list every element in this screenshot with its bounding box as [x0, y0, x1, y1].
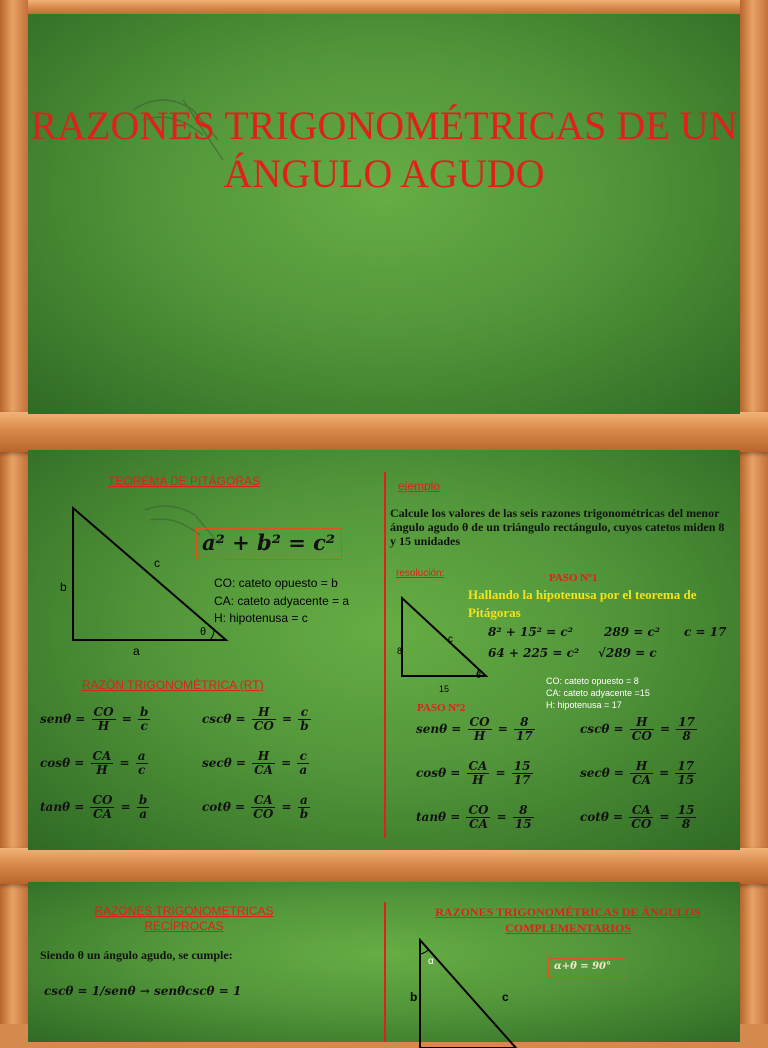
ex-tri-label-8: 8 — [397, 646, 403, 656]
eq-sum-squares: 8² + 15² = c² — [488, 625, 573, 639]
reciprocas-heading: RAZONES TRIGONOMETRICAS RECÍPROCAS — [94, 904, 274, 933]
ratio-fn: senθ — [40, 712, 72, 726]
ratio-cot: cotθ = $\frac{CA}{CO}$ = $\frac{15}{8}$ — [580, 803, 695, 831]
eq-sqrt: √289 = c — [598, 646, 657, 660]
ratio-cot: cotθ = $\frac{CA}{CO}$ = $\frac{a}{b}$ — [202, 793, 309, 821]
reciprocas-formula: cscθ = 1/senθ → senθcscθ = 1 — [44, 984, 242, 998]
example-heading: ejemplo — [398, 479, 441, 493]
ratio-fn: senθ — [416, 722, 448, 736]
ratio-cos: cosθ = $\frac{CA}{H}$ = $\frac{15}{17}$ — [416, 759, 531, 787]
complementarios-heading: RAZONES TRIGONOMÉTRICAS DE ÁNGULOS COMPLEMENTARIOS — [435, 905, 701, 935]
tri-label-c: c — [154, 556, 160, 570]
ratio-sen: senθ = $\frac{CO}{H}$ = $\frac{b}{c}$ — [40, 705, 149, 733]
ratio-cos: cosθ = $\frac{CA}{H}$ = $\frac{a}{c}$ — [40, 749, 146, 777]
example-problem: Calcule los valores de las seis razones trigonométricas del menor ángulo agudo θ de un triángulo rectángulo, cuyos catetos miden 8 y 15 unidades — [390, 506, 725, 548]
frame-divider-1 — [0, 412, 768, 452]
ratio-sec: secθ = $\frac{H}{CA}$ = $\frac{17}{15}$ — [580, 759, 695, 787]
ratio-fn: cotθ — [202, 800, 231, 814]
complementary-identity: α+θ = 90° — [554, 961, 612, 972]
ex-tri-label-c: c — [448, 634, 453, 645]
ratio-fn: cotθ — [580, 810, 609, 824]
complementary-triangle-diagram — [416, 938, 526, 1048]
ratio-tan: tanθ = $\frac{CO}{CA}$ = $\frac{b}{a}$ — [40, 793, 148, 821]
ex-def-ca: CA: cateto adyacente =15 — [546, 688, 650, 698]
paso1-label: PASO Nº1 — [549, 572, 598, 584]
ratio-fn: tanθ — [40, 800, 71, 814]
comp-tri-label-b: b — [410, 990, 418, 1004]
ratio-fn: cscθ — [580, 722, 610, 736]
tri-label-theta: θ — [200, 626, 207, 638]
ratio-fn: cosθ — [40, 756, 71, 770]
ex-def-h: H: hipotenusa = 17 — [546, 700, 622, 710]
frame-divider-2 — [0, 848, 768, 884]
comp-tri-label-c: c — [502, 990, 509, 1004]
resolucion-label: resolución: — [396, 568, 445, 579]
comp-tri-label-alpha: α — [428, 956, 434, 967]
paso1-text: Hallando la hipotenusa por el teorema de Pitágoras — [468, 587, 697, 620]
def-ca: CA: cateto adyacente = a — [214, 594, 350, 608]
ratio-fn: tanθ — [416, 810, 447, 824]
ratio-csc: cscθ = $\frac{H}{CO}$ = $\frac{c}{b}$ — [202, 705, 309, 733]
slide-reciprocal-board — [28, 882, 740, 1042]
reciprocas-text: Siendo θ un ángulo agudo, se cumple: — [40, 948, 233, 962]
ratio-sec: secθ = $\frac{H}{CA}$ = $\frac{c}{a}$ — [202, 749, 308, 777]
pythagoras-heading: TEOREMA DE PITÁGORAS — [108, 474, 261, 488]
page-title: RAZONES TRIGONOMÉTRICAS DE UN ÁNGULO AGUDO — [30, 103, 738, 196]
def-co: CO: cateto opuesto = b — [214, 576, 338, 590]
ex-tri-label-theta: θ — [476, 670, 482, 680]
ex-tri-label-15: 15 — [439, 684, 450, 694]
column-divider — [384, 472, 386, 838]
ratio-fn: secθ — [580, 766, 610, 780]
ratio-tan: tanθ = $\frac{CO}{CA}$ = $\frac{8}{15}$ — [416, 803, 532, 831]
eq-c17: c = 17 — [684, 625, 727, 639]
eq-289: 289 = c² — [604, 625, 661, 639]
ratio-fn: cscθ — [202, 712, 232, 726]
pythagoras-formula: a² + b² = c² — [202, 530, 336, 555]
ratio-fn: secθ — [202, 756, 232, 770]
rt-heading: RAZÓN TRIGONOMÉTRICA (RT) — [82, 678, 264, 692]
tri-label-a: a — [133, 644, 140, 658]
slide-pythagoras-board — [28, 450, 740, 850]
paso2-label: PASO Nº2 — [417, 702, 466, 714]
column-divider — [384, 902, 386, 1042]
slide-title-board — [28, 14, 740, 414]
ratio-csc: cscθ = $\frac{H}{CO}$ = $\frac{17}{8}$ — [580, 715, 695, 743]
ratio-sen: senθ = $\frac{CO}{H}$ = $\frac{8}{17}$ — [416, 715, 533, 743]
tri-label-b: b — [60, 580, 67, 594]
ex-def-co: CO: cateto opuesto = 8 — [546, 676, 639, 686]
def-h: H: hipotenusa = c — [214, 611, 308, 625]
eq-64-225: 64 + 225 = c² — [488, 646, 580, 660]
ratio-fn: cosθ — [416, 766, 447, 780]
